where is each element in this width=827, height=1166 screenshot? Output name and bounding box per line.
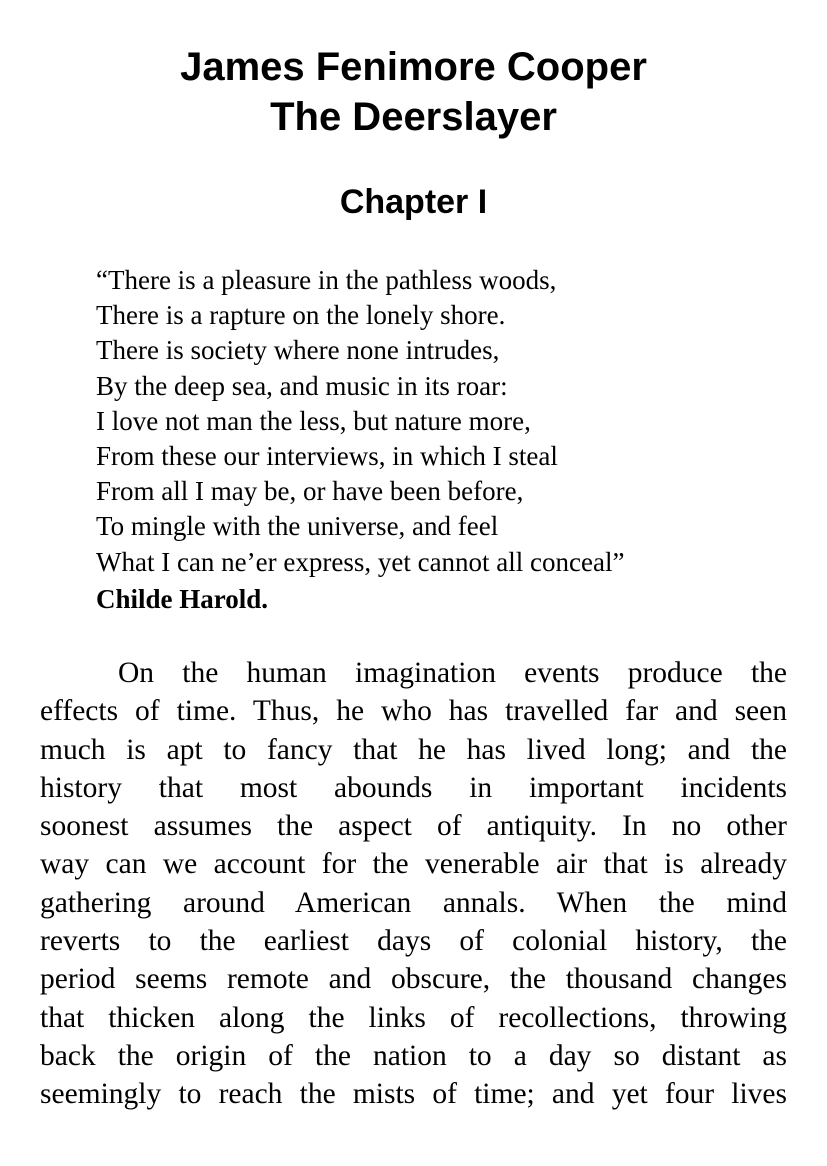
paragraph-line: On the human imagination events produce the: [118, 657, 787, 689]
paragraph-line: much is apt to fancy that he has lived long; and the: [40, 733, 787, 766]
paragraph-line: way can we account for the venerable air that is already: [40, 848, 787, 881]
epigraph-poem: [96, 263, 796, 580]
epigraph-line: There is a rapture on the lonely shore.: [96, 300, 506, 331]
book-title: The Deerslayer: [270, 95, 557, 139]
epigraph-line: There is society where none intrudes,: [96, 335, 500, 366]
epigraph-line: “There is a pleasure in the pathless woods,: [96, 265, 557, 295]
chapter-heading: Chapter I: [339, 183, 488, 221]
paragraph-line: soonest assumes the aspect of antiquity. In no other: [40, 810, 787, 843]
body-paragraph: [40, 654, 787, 1114]
epigraph-line: What I can ne’er express, yet cannot all conceal”: [96, 546, 625, 577]
epigraph-line: From all I may be, or have been before,: [96, 476, 524, 507]
epigraph-line: By the deep sea, and music in its roar:: [96, 370, 508, 401]
paragraph-line: effects of time. Thus, he who has travelled far and seen: [40, 695, 787, 728]
paragraph-line: back the origin of the nation to a day so distant as: [40, 1039, 787, 1072]
author-name: James Fenimore Cooper: [180, 45, 647, 89]
epigraph-attribution: Childe Harold.: [96, 584, 269, 614]
paragraph-line: reverts to the earliest days of colonial history, the: [40, 925, 787, 958]
epigraph-line: I love not man the less, but nature more,: [96, 405, 531, 436]
paragraph-line: gathering around American annals. When the mind: [40, 886, 787, 919]
paragraph-line: seemingly to reach the mists of time; and yet four lives: [40, 1078, 787, 1111]
paragraph-line: period seems remote and obscure, the thousand changes: [40, 963, 787, 996]
paragraph-line: that thicken along the links of recollections, throwing: [40, 1001, 787, 1034]
epigraph-line: To mingle with the universe, and feel: [96, 511, 499, 542]
paragraph-line: history that most abounds in important incidents: [40, 771, 787, 804]
epigraph-line: From these our interviews, in which I steal: [96, 441, 558, 472]
